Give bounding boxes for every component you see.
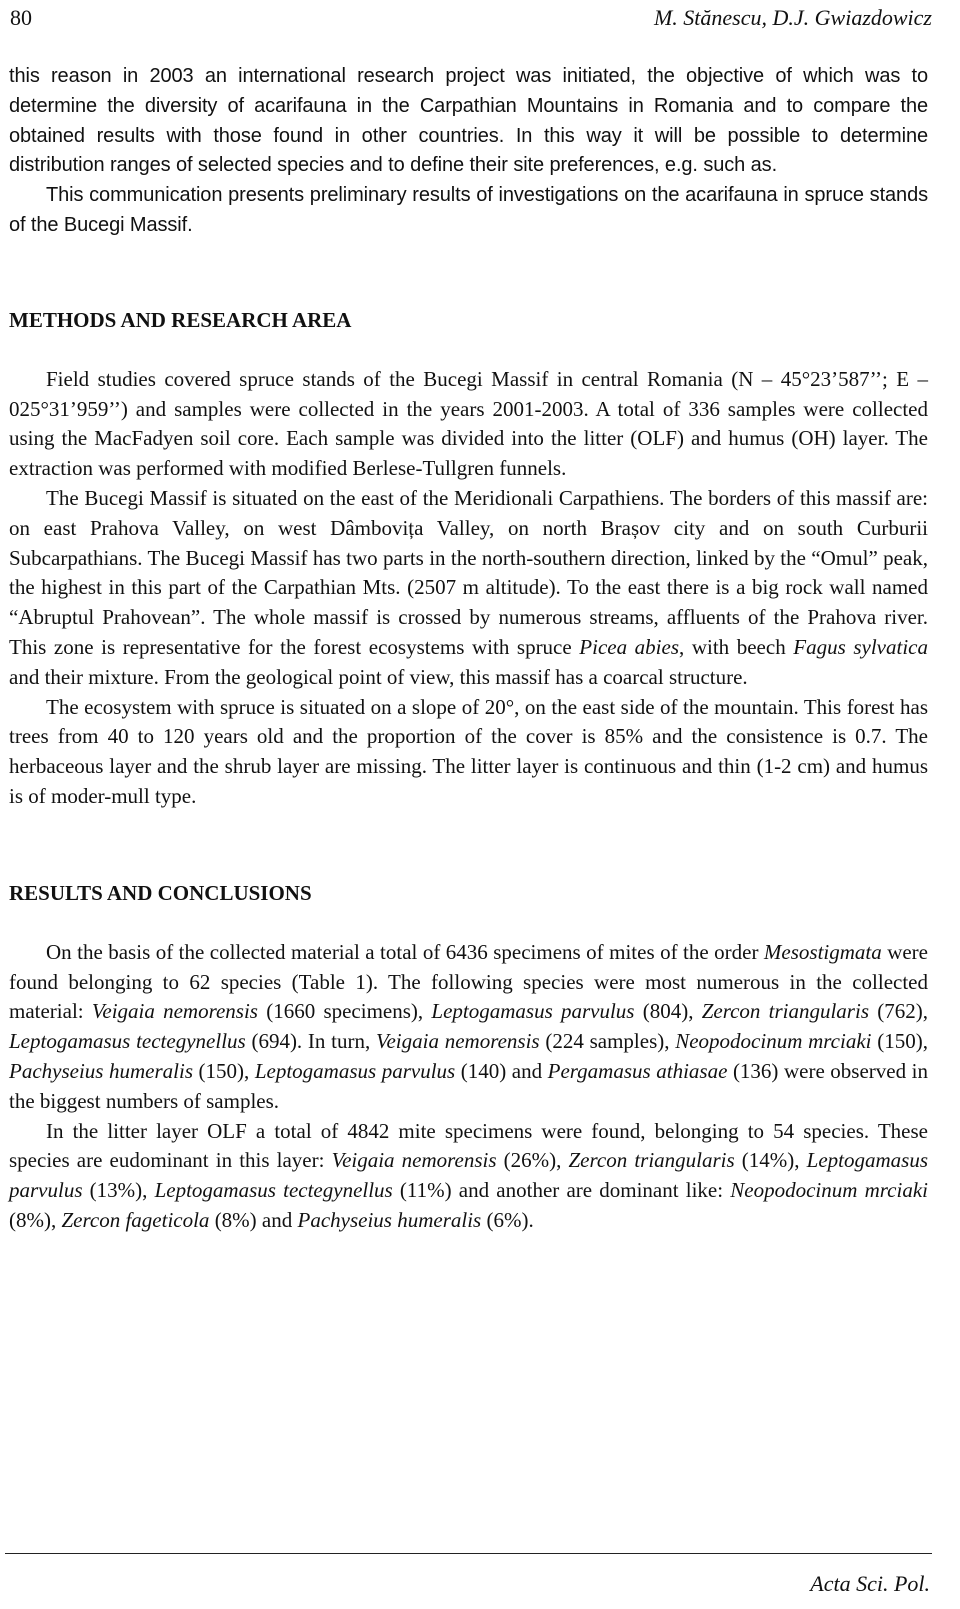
species-name: Leptogamasus parvulus [431, 999, 635, 1024]
intro-paragraph-communication: This communication presents preliminary results of investigations on the acarifauna in spruce stands of the Bucegi Massif. [9, 184, 928, 236]
results-paragraph-specimens [9, 938, 928, 1117]
text-run: (136) were observed in the biggest numbers of samples. [9, 1058, 928, 1113]
section-heading-results: RESULTS AND CONCLUSIONS [9, 880, 312, 905]
text-run: (694). In turn, [245, 1029, 376, 1054]
results-paragraph-litter-layer [9, 1117, 928, 1236]
species-name: Zercon triangularis [568, 1148, 735, 1173]
species-name: Leptogamasus tectegynellus [9, 1029, 246, 1054]
page-body [9, 62, 928, 1236]
page-number: 80 [10, 5, 32, 30]
species-name: Zercon triangularis [701, 999, 869, 1024]
methods-paragraph-ecosystem: The ecosystem with spruce is situated on a slope of 20°, on the east side of the mountain. This forest has trees from 40 to 120 years old and the proportion of the cover is 85% and the consistence is 0.7. The herbaceous layer and the shrub layer are missing. The litter layer is continuous and thin (1-2 cm) and humus is of moder-mull type. [9, 694, 928, 808]
journal-name: Acta Sci. Pol. [810, 1571, 930, 1596]
species-name: Leptogamasus parvulus [9, 1148, 928, 1203]
text-run: (224 samples), [539, 1029, 676, 1054]
text-run: On the basis of the collected material a total of 6436 specimens of mites of the order [46, 939, 764, 964]
species-name: Veigaia nemorensis [331, 1148, 497, 1173]
page-header [10, 3, 932, 33]
text-run: (13%), [82, 1178, 155, 1203]
species-name: Fagus sylvatica [793, 634, 928, 659]
species-name: Pachyseius humeralis [9, 1058, 194, 1083]
footer-divider [5, 1553, 932, 1554]
methods-paragraph-field-studies: Field studies covered spruce stands of the Bucegi Massif in central Romania (N – 45°23’587’’; E – 025°31’959’’) and samples were collected in the years 2001-2003. A total of 336 samples were collected using the MacFadyen soil core. Each sample was divided into the litter (OLF) and humus (OH) layer. The extraction was performed with modified Berlese-Tullgren funnels. [9, 366, 928, 481]
text-run: (762), [869, 999, 928, 1024]
text-run: (8%) and [209, 1207, 298, 1232]
species-name: Pergamasus athiasae [547, 1058, 728, 1083]
section-heading-methods: METHODS AND RESEARCH AREA [9, 307, 352, 332]
taxon-name: Mesostigmata [763, 939, 882, 964]
species-name: Veigaia nemorensis [375, 1029, 540, 1054]
species-name: Neopodocinum mrciaki [675, 1029, 872, 1054]
results-section [9, 938, 928, 1236]
running-title: M. Stănescu, D.J. Gwiazdowicz [653, 5, 932, 30]
species-name: Picea abies [579, 634, 679, 659]
methods-section [9, 365, 928, 812]
text-run: , with beech [679, 634, 794, 659]
text-run: (8%), [9, 1207, 62, 1232]
species-name: Zercon fageticola [61, 1207, 210, 1232]
text-run: and their mixture. From the geological point of view, this massif has a coarcal structure. [9, 664, 748, 689]
text-run: (1660 specimens), [257, 999, 432, 1024]
methods-paragraph-bucegi-massif [9, 484, 928, 693]
text-run: (140) and [455, 1058, 548, 1083]
text-run: (150), [193, 1058, 255, 1083]
text-run: (150), [871, 1029, 928, 1054]
text-run: (26%), [496, 1148, 569, 1173]
text-run: (6%). [481, 1207, 534, 1232]
text-run: were found belonging to 62 species (Table 1). The following species were most numerous in the collected material: [9, 939, 928, 1024]
text-run: The Bucegi Massif is situated on the east of the Meridionali Carpathiens. The borders of this massif are: on east Prahova Valley, on west Dâmbovița Valley, on north Brașov city and on south Curburii Subcarpathians. The Bucegi Massif has two parts in the north-southern direction, linked by the “Omul” peak, the highest in this part of the Carpathian Mts. (2507 m altitude). To the east there is a big rock wall named “Abruptul Prahovean”. The whole massif is crossed by numerous streams, affluents of the Prahova river. This zone is representative for the forest ecosystems with spruce [9, 485, 928, 659]
text-run: (804), [634, 999, 702, 1024]
species-name: Veigaia nemorensis [91, 999, 258, 1024]
text-run: (14%), [734, 1148, 807, 1173]
species-name: Leptogamasus parvulus [254, 1058, 456, 1083]
species-name: Neopodocinum mrciaki [730, 1178, 928, 1203]
intro-paragraph-continued: this reason in 2003 an international research project was initiated, the objective of which was to determine the diversity of acarifauna in the Carpathian Mountains in Romania and to compare the obtained results with those found in other countries. In this way it will be possible to determine distribution ranges of selected species and to define their site preferences, e.g. such as. [9, 65, 928, 177]
text-run: (11%) and another are dominant like: [392, 1178, 731, 1203]
species-name: Leptogamasus tectegynellus [154, 1178, 393, 1203]
species-name: Pachyseius humeralis [297, 1207, 482, 1232]
text-run: In the litter layer OLF a total of 4842 mite specimens were found, belonging to 54 species. These species are eudominant in this layer: [9, 1118, 928, 1173]
